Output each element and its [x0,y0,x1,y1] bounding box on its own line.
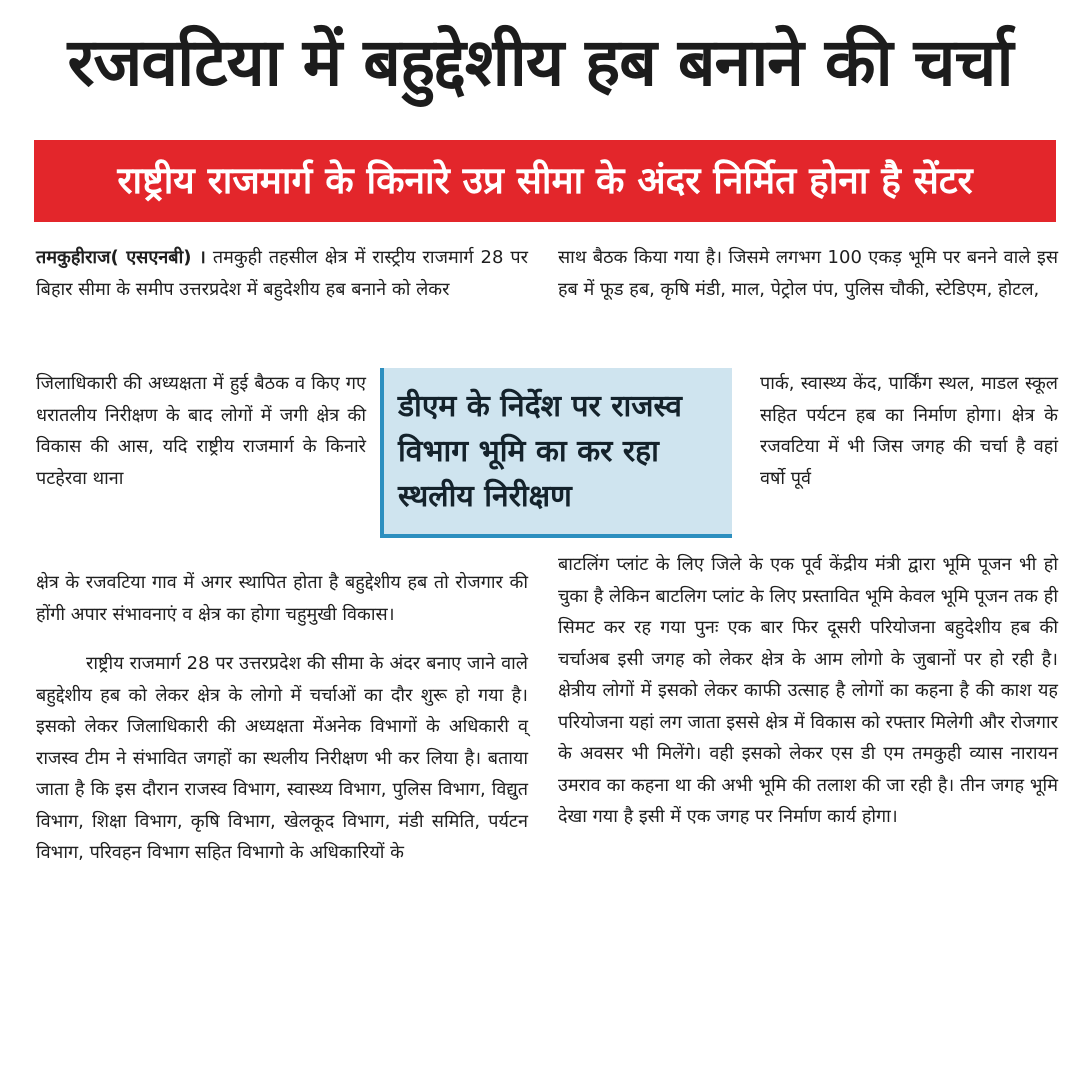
right-column-intro: साथ बैठक किया गया है। जिसमे लगभग 100 एकड़ भूमि पर बनने वाले इस हब में फूड हब, कृषि मंडी, माल, पेट्रोल पंप, पुलिस चौकी, स्टेडिएम, होटल, [558,247,1058,300]
pullquote-box: डीएम के निर्देश पर राजस्व विभाग भूमि का कर रहा स्थलीय निरीक्षण [380,368,732,538]
left-paragraph-1: क्षेत्र के रजवटिया गाव में अगर स्थापित होता है बहुद्देशीय हब तो रोजगार की होंगी अपार संभावनाएं व क्षेत्र का होगा चहुमुखी विकास। [36,572,528,625]
left-column-intro [36,242,528,368]
dateline: तमकुहीराज( एसएनबी) । [36,247,206,268]
headline: रजवटिया में बहुद्देशीय हब बनाने की चर्चा [67,24,1013,101]
right-column-wrap-text: पार्क, स्वास्थ्य केंद, पार्किंग स्थल, माडल स्कूल सहित पर्यटन हब का निर्माण होगा। क्षेत्र के रजवटिया में भी जिस जगह की चर्चा है वहां वर्षो पूर्व [760,373,1058,489]
left-intro-text: तमकुही तहसील क्षेत्र में रास्ट्रीय राजमार्ग 28 पर बिहार सीमा के समीप उत्तरप्रदेश में बहुदेशीय हब बनाने को लेकर [36,247,528,300]
left-column-wrap-text: जिलाधिकारी की अध्यक्षता में हुई बैठक व किए गए धरातलीय निरीक्षण के बाद लोगों में जगी क्षेत्र की विकास की आस, यदि राष्ट्रीय राजमार्ग के किनारे पटहेरवा थाना [36,373,366,489]
left-column-body [36,549,528,887]
subheadline-banner: राष्ट्रीय राजमार्ग के किनारे उप्र सीमा के अंदर निर्मित होना है सेंटर [34,140,1056,222]
right-column-body: बाटलिंग प्लांट के लिए जिले के एक पूर्व केंद्रीय मंत्री द्वारा भूमि पूजन भी हो चुका है लेकिन बाटलिग प्लांट के लिए प्रस्तावित भूमि केवल भूमि पूजन तक ही सिमट कर रह गया पुनः एक बार फिर दूसरी परियोजना बहुदेशीय हब की चर्चाअब इसी जगह को लेकर क्षेत्र के आम लोगो के जुबानों पर हो रही है। क्षेत्रीय लोगों में इसको लेकर काफी उत्साह है लोगों का कहना है की काश यह परियोजना यहां लग जाता इससे क्षेत्र में विकास को रफ्तार मिलेगी और रोजगार के अवसर भी मिलेंगे। वही इसको लेकर एस डी एम तमकुही व्यास नारायन उमराव का कहना था की अभी भूमि की तलाश की जा रही है। तीन जगह भूमि देखा गया है इसी में एक जगह पर निर्माण कार्य होगा। [558,554,1058,827]
left-paragraph-2: राष्ट्रीय राजमार्ग 28 पर उत्तरप्रदेश की सीमा के अंदर बनाए जाने वाले बहुद्देशीय हब को लेकर क्षेत्र के लोगो में चर्चाओं का दौर शुरू हो गया है। इसको लेकर जिलाधिकारी की अध्यक्षता मेंअनेक विभागों के अधिकारी व् राजस्व टीम ने संभावित जगहों का स्थलीय निरीक्षण भी कर लिया है। बताया जाता है कि इस दौरान राजस्व विभाग, स्वास्थ्य विभाग, पुलिस विभाग, विद्युत विभाग, शिक्षा विभाग, कृषि विभाग, खेलकूद विभाग, मंडी समिति, पर्यटन विभाग, परिवहन विभाग सहित विभागो के अधिकारियों के [36,653,528,863]
